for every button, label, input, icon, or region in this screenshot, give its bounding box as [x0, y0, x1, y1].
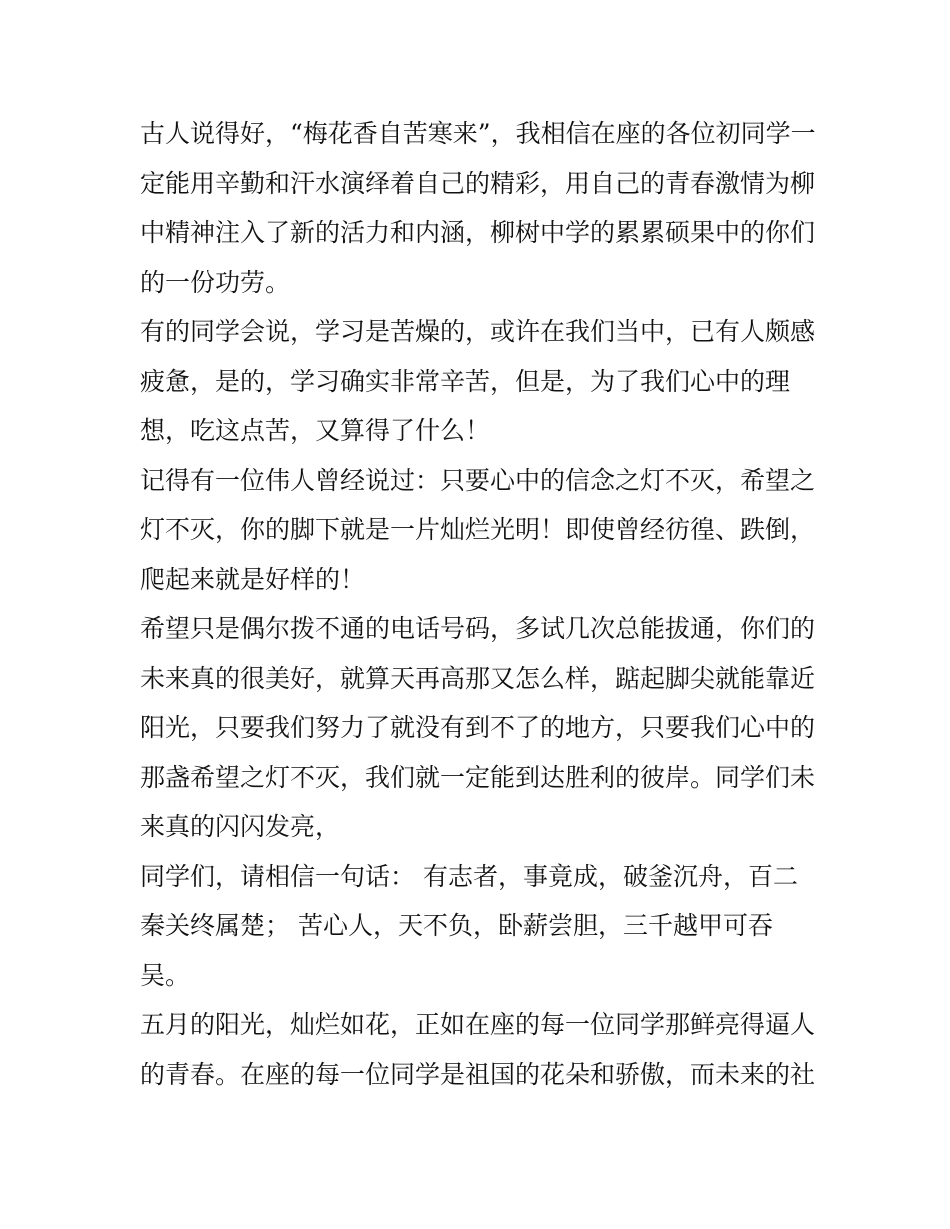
paragraph-2 — [140, 307, 816, 456]
text-line: 未来真的很美好，就算天再高那又怎么样，踮起脚尖就能靠近 — [140, 663, 816, 693]
text-line: 中精神注入了新的活力和内涵，柳树中学的累累硕果中的你们 — [140, 218, 816, 247]
text-line: 灯不灭，你的脚下就是一片灿烂光明！即使曾经彷徨、跌倒， — [140, 515, 816, 544]
paragraph-3 — [140, 456, 816, 605]
text-line: 阳光，只要我们努力了就没有到不了的地方，只要我们心中的 — [140, 713, 816, 742]
text-line: 同学们，请相信一句话： 有志者，事竟成，破釜沉舟，百二 — [140, 861, 798, 891]
paragraph-1 — [140, 109, 816, 307]
text-line: 爬起来就是好样的！ — [140, 564, 366, 594]
text-line: 有的同学会说，学习是苦燥的，或许在我们当中，已有人颇感 — [140, 317, 816, 346]
paragraph-4 — [140, 604, 816, 852]
text-line: 疲惫，是的，学习确实非常辛苦，但是，为了我们心中的理 — [140, 366, 791, 396]
text-line: 的青春。在座的每一位同学是祖国的花朵和骄傲，而未来的社 — [140, 1059, 816, 1089]
text-line: 来真的闪闪发亮， — [140, 812, 341, 841]
paragraph-5 — [140, 852, 812, 1001]
text-line: 希望只是偶尔拨不通的电话号码，多试几次总能拔通，你们的 — [140, 614, 816, 643]
text-line: 那盏希望之灯不灭，我们就一定能到达胜利的彼岸。同学们未 — [140, 762, 816, 792]
text-line: 记得有一位伟人曾经说过：只要心中的信念之灯不灭，希望之 — [140, 465, 816, 495]
text-line: 定能用辛勤和汗水演绎着自己的精彩，用自己的青春激情为柳 — [140, 168, 816, 198]
text-line: 吴。 — [140, 960, 191, 990]
text-line: 的一份功劳。 — [140, 267, 291, 297]
text-line: 想，吃这点苦，又算得了什么！ — [140, 416, 491, 445]
text-line: 五月的阳光，灿烂如花，正如在座的每一位同学那鲜亮得逼人 — [140, 1010, 816, 1039]
text-line: 古人说得好，“梅花香自苦寒来”，我相信在座的各位初同学一 — [140, 119, 816, 148]
document-body — [140, 109, 816, 1099]
paragraph-6 — [140, 1000, 816, 1099]
text-line: 秦关终属楚； 苦心人，天不负，卧薪尝胆，三千越甲可吞 — [140, 911, 773, 940]
